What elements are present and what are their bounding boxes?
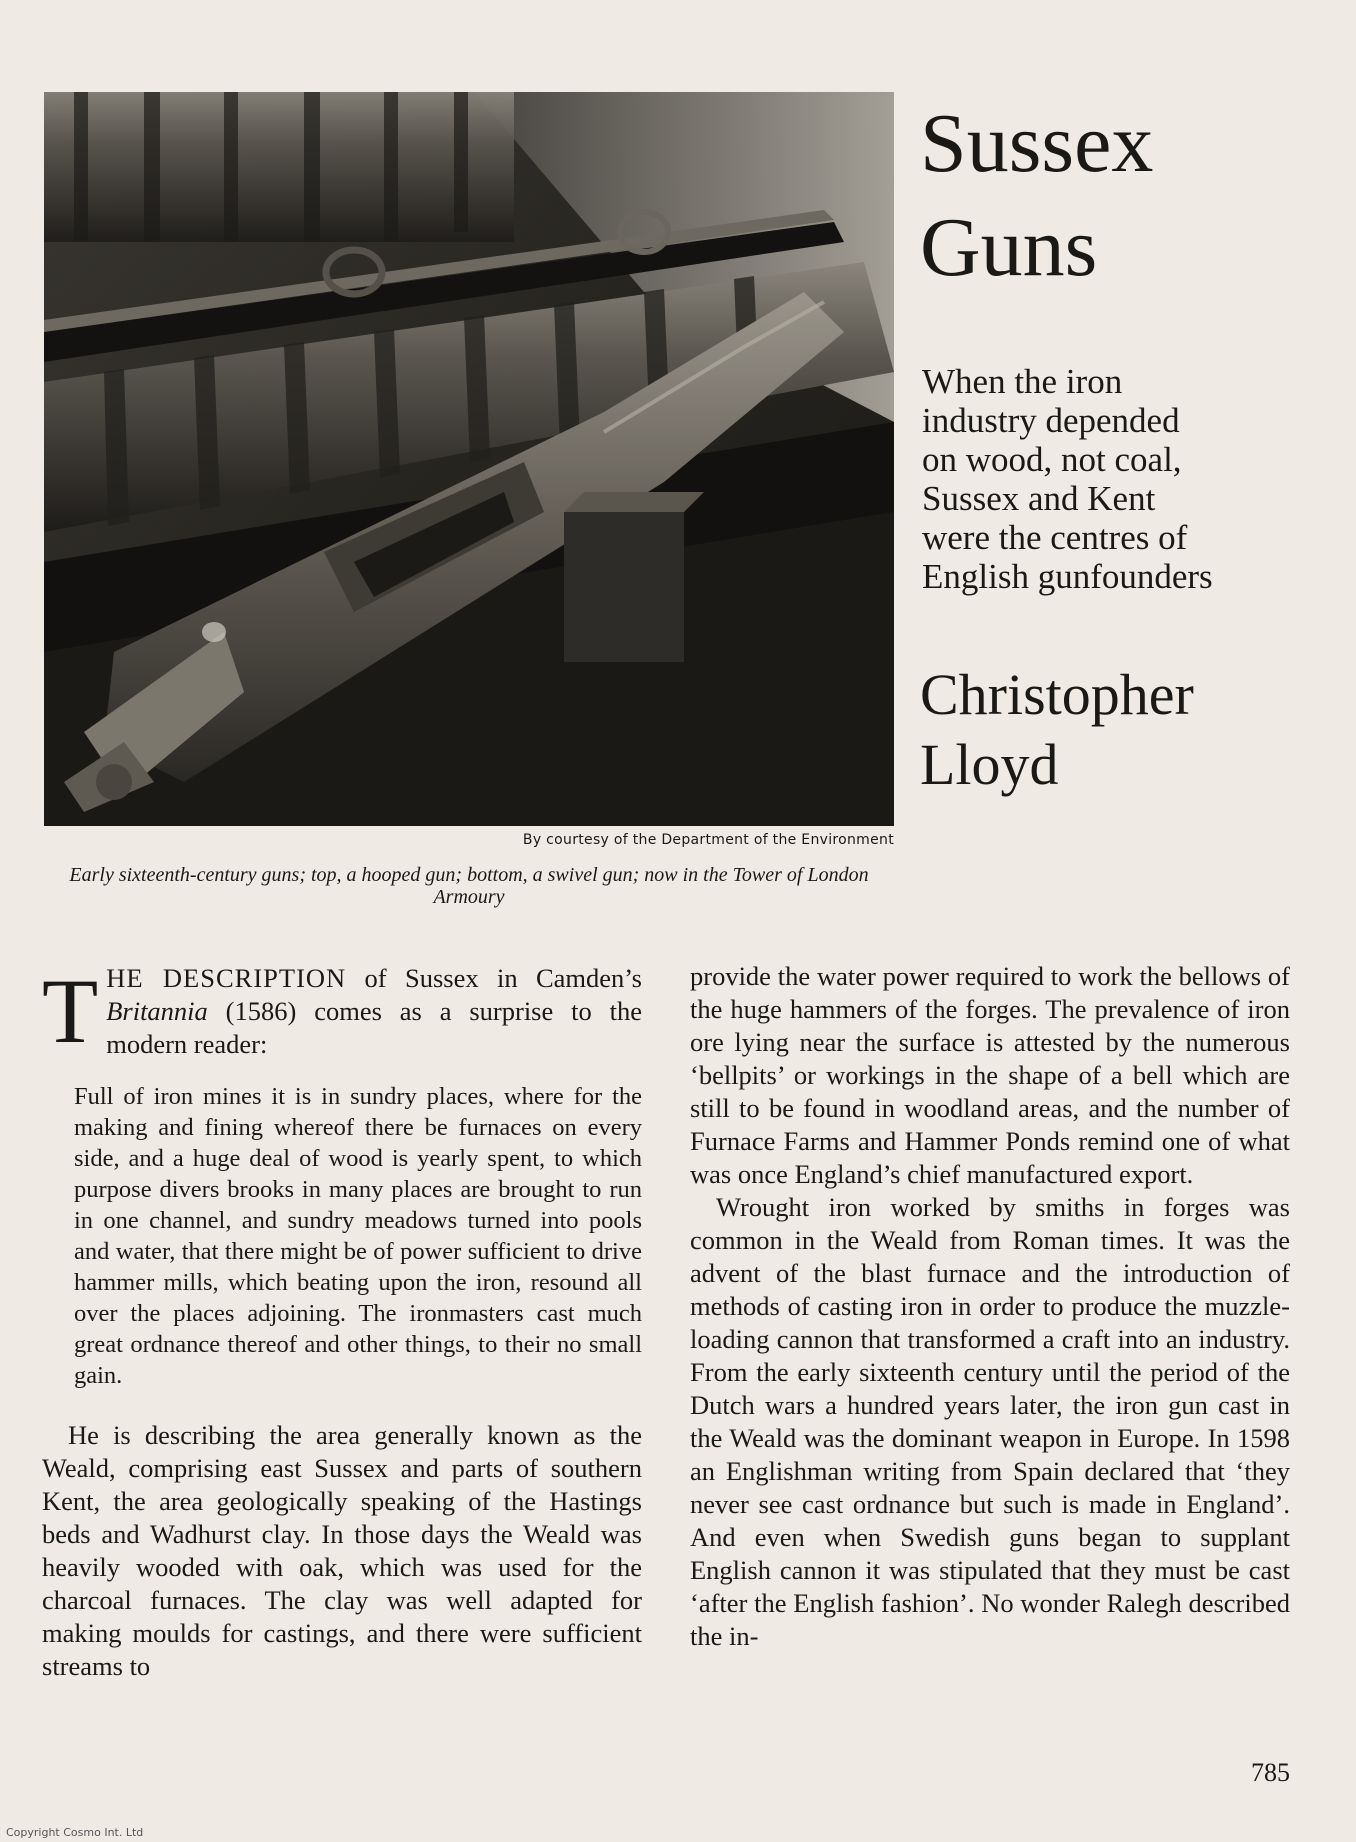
standfirst-line: on wood, not coal, <box>922 440 1182 479</box>
title-line-2: Guns <box>920 201 1098 294</box>
opening-paragraph <box>42 962 642 1061</box>
standfirst-line: When the iron <box>922 362 1123 401</box>
photo-caption: Early sixteenth-century guns; top, a hooped gun; bottom, a swivel gun; now in the Tower of London Armoury <box>69 864 869 908</box>
opening-small-caps: HE DESCRIPTION <box>106 963 347 993</box>
britannia-title: Britannia <box>106 996 208 1026</box>
drop-cap: T <box>42 960 99 1062</box>
guns-photograph <box>44 92 894 826</box>
standfirst-line: were the centres of <box>922 518 1188 557</box>
body-column-left <box>42 962 642 1683</box>
standfirst-line: English gunfounders <box>922 557 1213 596</box>
photo-credit: By courtesy of the Department of the Environment <box>522 832 894 848</box>
standfirst <box>922 362 1342 596</box>
guns-photo-image <box>44 92 894 826</box>
opening-text-end: (1586) comes as a surprise to the modern reader: <box>106 996 642 1059</box>
title-line-1: Sussex <box>920 97 1154 190</box>
author-first-name: Christopher <box>920 662 1194 727</box>
article-title <box>920 92 1340 300</box>
opening-text: of Sussex in Camden’s <box>346 963 642 993</box>
body-paragraph: Wrought iron worked by smiths in forges was common in the Weald from Roman times. It was the advent of the blast furnace and the introduction of methods of casting iron in order to produce the muzzle-loading cannon that transformed a craft into an industry. From the early sixteenth century until the period of the Dutch wars a hundred years later, the iron gun cast in the Weald was the dominant weapon in Europe. In 1598 an Englishman writing from Spain declared that ‘they never see cast ordnance but such is made in England’. And even when Swedish guns began to supplant English cannon it was stipulated that they must be cast ‘after the English fashion’. No wonder Ralegh described the in- <box>690 1192 1290 1651</box>
standfirst-line: Sussex and Kent <box>922 479 1156 518</box>
camden-quote: Full of iron mines it is in sundry places, where for the making and fining whereof there be furnaces on every side, and a huge deal of wood is yearly spent, to which purpose divers brooks in many places are brought to run in one channel, and sundry meadows turned into pools and water, that there might be of power sufficient to drive hammer mills, which beating upon the iron, resound all over the places adjoining. The ironmasters cast much great ordnance thereof and other things, to their no small gain. <box>74 1083 642 1389</box>
body-paragraph: He is describing the area generally known as the Weald, comprising east Sussex and parts of southern Kent, the area geologically speaking of the Hastings beds and Wadhurst clay. In those days the Weald was heavily wooded with oak, which was used for the charcoal furnaces. The clay was well adapted for making moulds for castings, and there were sufficient streams to <box>42 1420 642 1681</box>
author-last-name: Lloyd <box>920 732 1059 797</box>
copyright-notice: Copyright Cosmo Int. Ltd <box>6 1826 144 1839</box>
body-paragraph: provide the water power required to work the bellows of the huge hammers of the forges. The prevalence of iron ore lying near the surface is attested by the numerous ‘bellpits’ or workings in the shape of a bell which are still to be found in woodland areas, and the number of Furnace Farms and Hammer Ponds remind one of what was once England’s chief manufactured export. <box>690 961 1290 1189</box>
body-column-right <box>690 960 1290 1653</box>
author-byline <box>920 660 1340 800</box>
standfirst-line: industry depended <box>922 401 1180 440</box>
page-number: 785 <box>1251 1758 1290 1787</box>
